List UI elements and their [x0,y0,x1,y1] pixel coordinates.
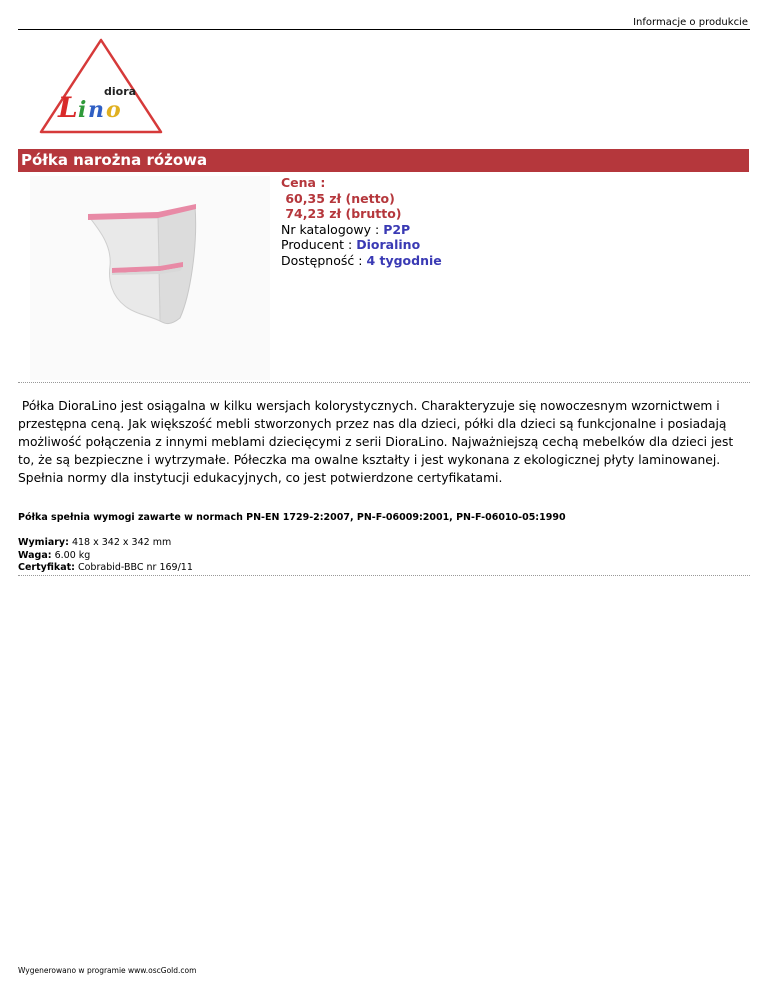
availability-value: 4 tygodnie [366,252,442,268]
svg-text:i: i [78,97,87,123]
svg-text:o: o [106,97,121,123]
price-gross: 74,23 zł (brutto) [285,206,402,221]
divider-bottom [18,575,750,576]
spec-weight: Waga: 6.00 kg [18,549,91,561]
svg-text:n: n [88,97,104,123]
product-info [281,175,442,268]
divider-top [18,382,750,383]
spec-certificate: Certyfikat: Cobrabid-BBC nr 169/11 [18,562,193,573]
spec-dimensions: Wymiary: 418 x 342 x 342 mm [18,537,172,548]
availability: Dostępność : 4 tygodnie [281,252,442,268]
producer: Producent : Dioralino [281,237,421,252]
product-specs [18,537,193,575]
catalog-value: P2P [383,221,411,237]
norms-statement: Półka spełnia wymogi zawarte w normach PN-EN 1729-2:2007, PN-F-06009:2001, PN-F-06010-05:1990 [18,512,566,523]
dioralino-logo [38,37,164,135]
catalog-number: Nr katalogowy : P2P [281,221,411,237]
producer-value: Dioralino [356,237,421,252]
header-divider [18,29,750,30]
product-title: Półka narożna różowa [18,149,749,172]
svg-text:diora: diora [104,85,137,98]
footer-note: Wygenerowano w programie www.oscGold.com [18,966,197,975]
price-label: Cena : [281,175,326,190]
price-net: 60,35 zł (netto) [285,190,395,206]
header-caption: Informacje o produkcie [633,17,748,28]
svg-text:L: L [58,91,78,124]
product-description: Półka DioraLino jest osiągalna w kilku wersjach kolorystycznych. Charakteryzuje się nowoczesnym wzornictwem i przestępna ceną. Jak większość mebli stworzonych przez nas dla dzieci, półki dla dzieci są funkcjonalne i posiadają możliwość połączenia z innymi meblami dziecięcymi z serii DioraLino. Najważniejszą cechą mebelków dla dzieci jest to, że są bezpieczne i wytrzymałe. Półeczka ma owalne kształty i jest wykonana z ekologicznej płyty laminowanej. Spełnia normy dla instytucji edukacyjnych, co jest potwierdzone certyfikatami. [18,399,734,485]
product-image [30,176,270,380]
